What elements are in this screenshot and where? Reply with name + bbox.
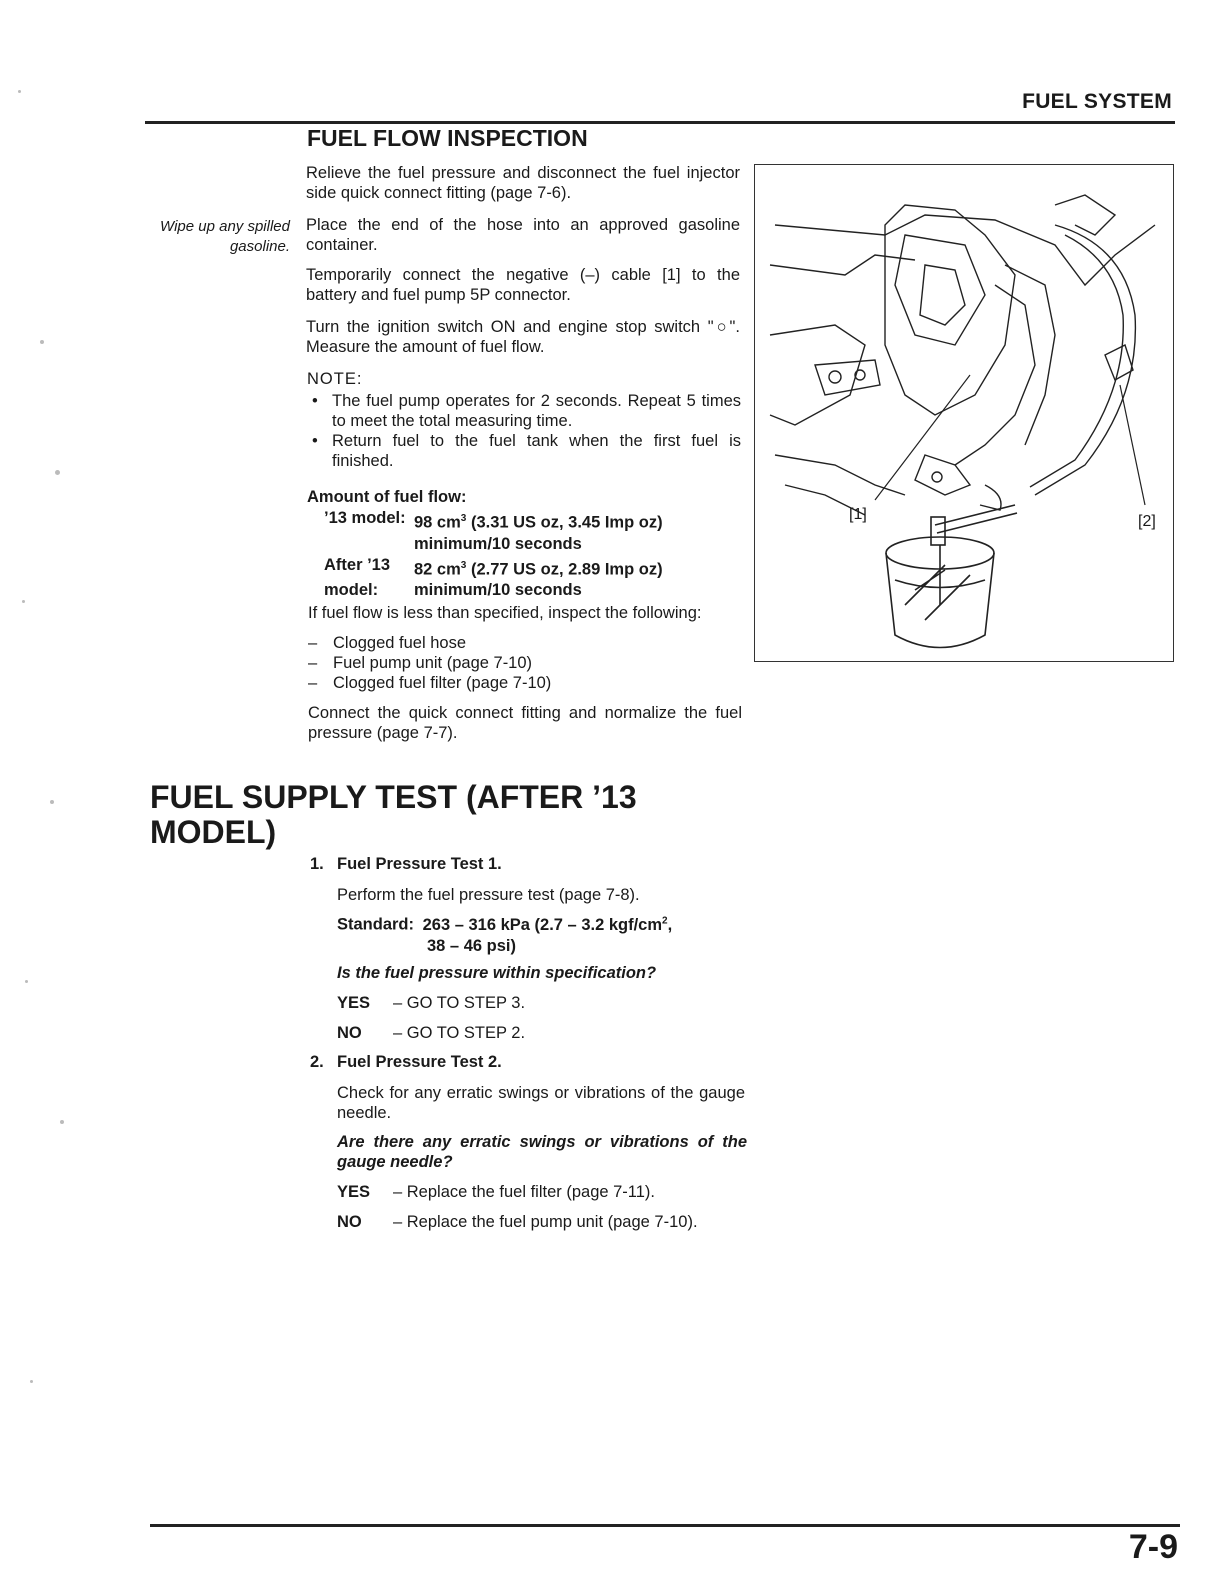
step1-yes: YES – GO TO STEP 3. xyxy=(337,994,526,1012)
scan-edge-marks xyxy=(10,80,90,1480)
callout-2: [2] xyxy=(1138,513,1156,530)
fuel-flow-heading: FUEL FLOW INSPECTION xyxy=(307,125,588,151)
check-item: – Clogged fuel hose xyxy=(308,634,467,652)
step1-question: Is the fuel pressure within specification? xyxy=(337,964,657,982)
standard-line2: 38 – 46 psi) xyxy=(427,936,516,955)
standard-label: Standard: xyxy=(337,915,415,934)
spec-after-label-2: model: xyxy=(324,581,379,599)
step2-question: Are there any erratic swings or vibrations of the gauge needle? xyxy=(337,1133,747,1171)
fuel-flow-p4: Turn the ignition switch ON and engine stop switch "○". Measure the amount of fuel flow. xyxy=(306,318,740,356)
fuel-flow-p2: Place the end of the hose into an approved gasoline container. xyxy=(306,216,740,254)
page-number: 7-9 xyxy=(1128,1528,1178,1566)
footer-rule xyxy=(150,1524,1180,1527)
step1-title: Fuel Pressure Test 1. xyxy=(337,855,502,873)
spec-13-value: 98 $cm^3$ (3.31 US oz, 3.45 Imp oz) xyxy=(414,513,663,532)
section-header: FUEL SYSTEM xyxy=(1022,90,1172,113)
note-item: • Return fuel to the fuel tank when the first fuel is finished. xyxy=(312,432,741,470)
fuel-supply-test-heading: FUEL SUPPLY TEST (AFTER ’13 MODEL) xyxy=(150,779,637,850)
standard-spec xyxy=(337,910,672,957)
fuel-flow-p5: If fuel flow is less than specified, inspect the following: xyxy=(308,604,702,622)
step2-yes: YES – Replace the fuel filter (page 7-11). xyxy=(337,1183,656,1201)
side-note-line1: Wipe up any spilled xyxy=(160,218,290,235)
check-item: – Clogged fuel filter (page 7-10) xyxy=(308,674,552,692)
fuel-flow-p1: Relieve the fuel pressure and disconnect the fuel injector side quick connect fitting (page 7-6). xyxy=(306,164,740,202)
fuel-flow-figure xyxy=(754,164,1174,662)
callout-1: [1] xyxy=(849,506,867,523)
check-item: – Fuel pump unit (page 7-10) xyxy=(308,654,533,672)
spec-after-value: 82 $cm^3$ (2.77 US oz, 2.89 Imp oz) xyxy=(414,559,663,578)
fuel-flow-spec xyxy=(324,508,754,601)
spec-after-line2: minimum/10 seconds xyxy=(414,581,582,599)
spec-13-label: ’13 model: xyxy=(324,509,406,527)
amount-label: Amount of fuel flow: xyxy=(307,488,467,506)
note-label: NOTE: xyxy=(307,370,363,388)
side-note xyxy=(140,217,290,257)
step2-no: NO – Replace the fuel pump unit (page 7-10). xyxy=(337,1213,698,1231)
fuel-flow-p6: Connect the quick connect fitting and normalize the fuel pressure (page 7-7). xyxy=(308,704,742,742)
spec-after-label-1: After ’13 xyxy=(324,555,391,574)
spec-13-line2: minimum/10 seconds xyxy=(414,534,582,553)
step2-title: Fuel Pressure Test 2. xyxy=(337,1053,502,1071)
side-note-line2: gasoline. xyxy=(229,238,290,255)
check-list xyxy=(308,633,742,693)
standard-value: 263 – 316 kPa (2.7 – 3.2 kgf/$cm^2$, xyxy=(422,915,673,934)
note-list xyxy=(307,391,741,471)
step1-text: Perform the fuel pressure test (page 7-8). xyxy=(337,886,640,904)
header-rule xyxy=(145,121,1175,124)
step2-text: Check for any erratic swings or vibrations of the gauge needle. xyxy=(337,1084,745,1122)
engine-illustration xyxy=(755,165,1173,661)
step2-number: 2. xyxy=(310,1053,324,1071)
fuel-flow-p3: Temporarily connect the negative (–) cable [1] to the battery and fuel pump 5P connector. xyxy=(306,266,740,304)
step1-no: NO – GO TO STEP 2. xyxy=(337,1024,526,1042)
note-item: • The fuel pump operates for 2 seconds. Repeat 5 times to meet the total measuring time. xyxy=(312,392,741,430)
step1-number: 1. xyxy=(310,855,324,873)
